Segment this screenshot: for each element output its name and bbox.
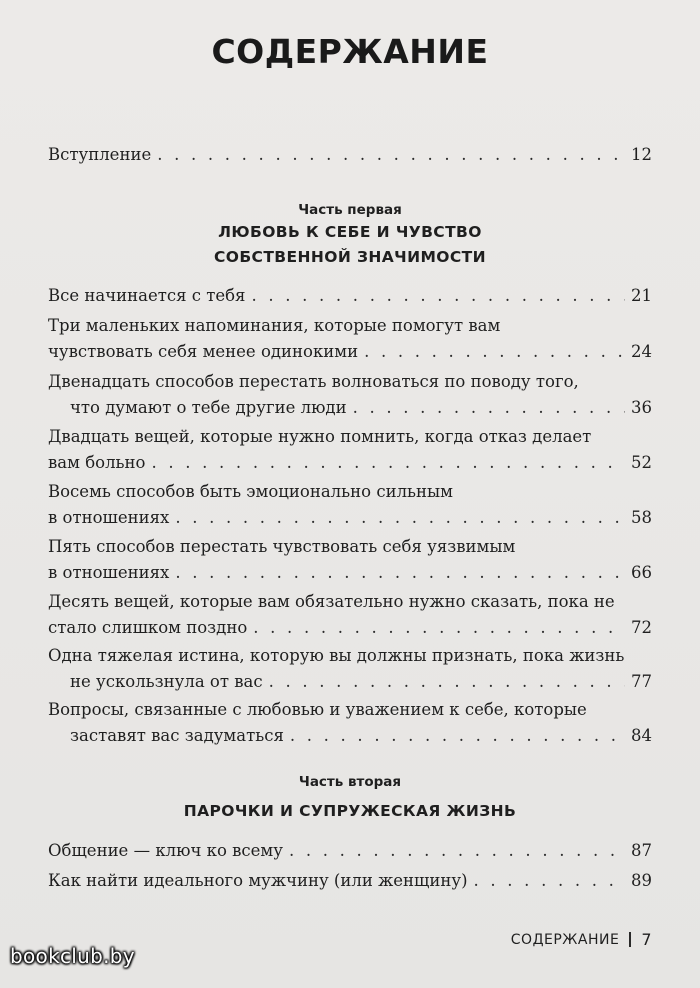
toc-page-number: 12 [631,145,652,164]
toc-page-number: 89 [631,871,652,890]
footer-label: СОДЕРЖАНИЕ [510,931,620,948]
toc-entry-text: не ускользнула от вас [70,672,263,691]
toc-entry-text: Три маленьких напоминания, которые помогут вам [48,316,501,335]
toc-entry-text: стало слишком поздно [48,618,248,637]
part-title-line: СОБСТВЕННОЙ ЗНАЧИМОСТИ [213,248,486,266]
toc-page-number: 21 [631,286,652,305]
running-footer [511,930,652,949]
toc-page-number: 87 [631,841,652,860]
part-title-line: ПАРОЧКИ И СУПРУЖЕСКАЯ ЖИЗНЬ [183,802,517,820]
toc-entry-text: Одна тяжелая истина, которую вы должны признать, пока жизнь [48,646,625,665]
toc-entry-text: Все начинается с тебя [48,286,246,305]
toc-entry-text: вам больно [48,453,146,472]
toc-entry-text: Вопросы, связанные с любовью и уважением к себе, которые [48,700,587,719]
toc-entry[interactable] [48,589,652,641]
toc-entry[interactable] [48,369,652,421]
toc-entry-text: Вступление [48,145,152,164]
dot-leader [175,505,625,531]
toc-entry-text: Пять способов перестать чувствовать себя уязвимым [48,537,516,556]
toc-entry[interactable] [48,697,652,749]
dot-leader [474,868,625,894]
dot-leader [364,339,625,365]
toc-entry-text: Двенадцать способов перестать волноваться по поводу того, [48,372,579,391]
toc-page-number: 66 [631,563,652,582]
dot-leader [251,283,625,309]
toc-entry[interactable] [48,534,652,586]
toc-page-number: 52 [631,453,652,472]
toc-entry[interactable] [48,479,652,531]
part-label: Часть вторая [298,774,402,790]
toc-entry-text: Восемь способов быть эмоционально сильным [48,482,453,501]
watermark: bookclub.by [10,944,135,968]
toc-entry[interactable] [48,283,652,309]
toc-entry[interactable] [48,643,652,695]
toc-entry-intro[interactable] [48,142,652,168]
toc-page-number: 58 [631,508,652,527]
dot-leader [157,142,625,168]
toc-page-number: 84 [631,726,652,745]
toc-entry-text: в отношениях [48,508,170,527]
toc-entry-text: заставят вас задуматься [70,726,284,745]
dot-leader [289,838,625,864]
toc-entry-text: что думают о тебе другие люди [70,398,347,417]
dot-leader [353,395,625,421]
toc-page-number: 77 [631,672,652,691]
toc-entry[interactable] [48,868,652,894]
toc-entry-text: Общение — ключ ко всему [48,841,283,860]
dot-leader [151,450,625,476]
part-label: Часть первая [298,202,402,218]
toc-entry[interactable] [48,313,652,365]
toc-page-number: 72 [631,618,652,637]
dot-leader [290,723,625,749]
dot-leader [175,560,625,586]
toc-entry-text: Двадцать вещей, которые нужно помнить, когда отказ делает [48,427,592,446]
toc-entry-text: в отношениях [48,563,170,582]
part-title-line: ЛЮБОВЬ К СЕБЕ И ЧУВСТВО [218,223,482,241]
dot-leader [253,615,625,641]
toc-page-number: 36 [631,398,652,417]
page-number: 7 [641,930,652,949]
toc-entry-text: чувствовать себя менее одинокими [48,342,359,361]
page-title: СОДЕРЖАНИЕ [211,32,489,71]
footer-divider [629,932,631,947]
toc-entry-text: Десять вещей, которые вам обязательно нужно сказать, пока не [48,592,615,611]
toc-entry[interactable] [48,424,652,476]
toc-entry[interactable] [48,838,652,864]
toc-entry-text: Как найти идеального мужчину (или женщину) [48,871,468,890]
dot-leader [269,669,625,695]
toc-page-number: 24 [631,342,652,361]
